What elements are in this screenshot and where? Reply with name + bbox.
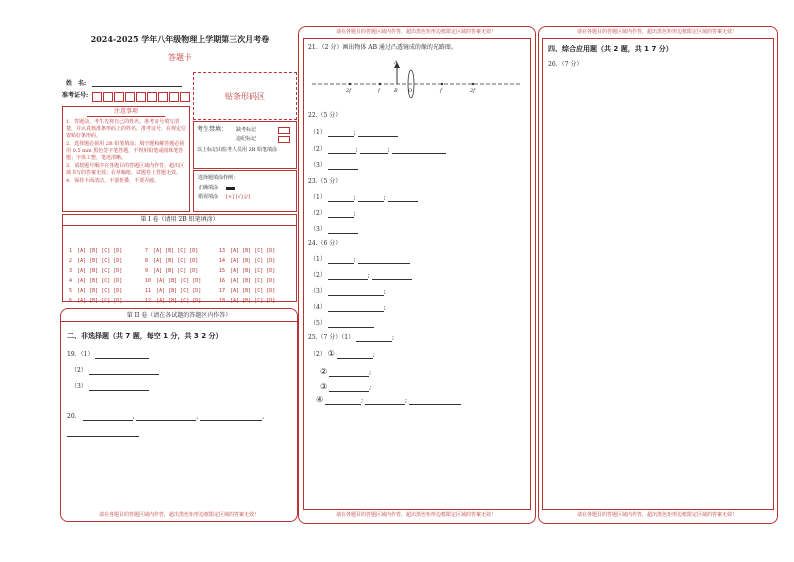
- col3-footer-note: 请在各题目的答题区域内作答，超出黑色矩形边框限定区域的答案无效！: [576, 512, 737, 518]
- q19-label: 19．（1）: [67, 351, 94, 358]
- q25-label: 25.（7 分）（1）: [308, 334, 355, 341]
- focus-dot: [472, 83, 474, 85]
- col2-header-note: 请在各题目的答题区域内作答，超出黑色矩形边框限定区域的答案无效！: [335, 29, 496, 35]
- q23-1-label: （1）: [310, 194, 326, 201]
- q23-2-label: （2）: [310, 210, 326, 217]
- wrong-fill-marks: [×] [√] [/]: [226, 194, 250, 200]
- notice-item: 3．请按题号顺序在各题目的答题区域内作答，超出区域书写的答案无效；在草稿纸、试题卷上答题无效。: [66, 163, 185, 176]
- q22-2-blank-a[interactable]: [328, 146, 356, 154]
- circled-2: ②: [320, 367, 328, 376]
- q23-label: 23.（5 分）: [308, 178, 342, 185]
- choice-options[interactable]: [A] [B] [C] [D]: [153, 258, 199, 264]
- q22-1-blank-b[interactable]: [358, 129, 398, 137]
- q24-1-label: （1）: [310, 256, 326, 263]
- q-number: 5: [69, 288, 73, 294]
- q20-blank-2[interactable]: [136, 413, 196, 421]
- absent-note: 以上标记由监考人员用 2B 铅笔填涂: [197, 147, 278, 153]
- absent-box: [193, 121, 297, 169]
- q22-label: 22.（5 分）: [308, 112, 342, 119]
- q22-3-blank[interactable]: [328, 162, 358, 170]
- q25-c1-blank[interactable]: [337, 351, 373, 359]
- violate-mark-box[interactable]: [278, 136, 290, 143]
- q-number: 15: [219, 268, 226, 274]
- q24-5-blank[interactable]: [328, 320, 374, 328]
- q21-text: 21．（2 分）画出物体 AB 通过凸透镜成的像的光路图。: [308, 44, 457, 51]
- q19-1-blank[interactable]: [95, 351, 149, 359]
- q22-2-blank-b[interactable]: [360, 146, 388, 154]
- choice-options[interactable]: [A] [B] [C] [D]: [230, 268, 276, 274]
- q23-2-blank[interactable]: [328, 210, 354, 218]
- q-number: 14: [219, 258, 226, 264]
- q24-2-label: （2）: [310, 272, 326, 279]
- q25-c2-blank[interactable]: [329, 369, 369, 377]
- q-number: 4: [69, 278, 73, 284]
- axis-label: 2f: [346, 88, 352, 94]
- q26-label: 26．（7 分）: [548, 61, 583, 68]
- q25-2-label: （2）: [310, 351, 326, 358]
- axis-label: f: [440, 88, 442, 94]
- section2-heading: 二、非选择题（共 7 题，每空 1 分，共 3 2 分）: [67, 332, 223, 340]
- choice-options[interactable]: [A] [B] [C] [D]: [77, 248, 123, 254]
- section4-heading: 四、综合应用题（共 2 题，共 1 7 分）: [548, 45, 673, 53]
- q23-3-blank[interactable]: [328, 226, 358, 234]
- correct-fill-label: 正确填涂: [198, 185, 219, 191]
- col3-header-note: 请在各题目的答题区域内作答，超出黑色矩形边框限定区域的答案无效！: [576, 29, 737, 35]
- q-number: 13: [219, 248, 226, 254]
- q-number: 17: [219, 288, 226, 294]
- absent-label: 考生禁填：: [197, 126, 228, 133]
- q24-4-label: （4）: [310, 304, 326, 311]
- q-number: 9: [145, 268, 149, 274]
- exam-id-boxes[interactable]: [92, 92, 191, 102]
- barcode-area: [193, 72, 297, 120]
- name-label: 姓 名:: [66, 80, 87, 87]
- lens-diagram: [308, 56, 526, 98]
- axis-label: f: [378, 88, 380, 94]
- focus-dot: [379, 83, 381, 85]
- q22-2-blank-c[interactable]: [392, 146, 446, 154]
- focus-dot: [441, 83, 443, 85]
- choice-options[interactable]: [A] [B] [C] [D]: [156, 298, 202, 304]
- q-number: 10: [145, 278, 152, 284]
- q-number: 2: [69, 258, 73, 264]
- q-number: 11: [145, 288, 152, 294]
- answer-sheet-subtitle: 答题卡: [168, 53, 192, 62]
- q23-3-label: （3）: [310, 226, 326, 233]
- q-number: 6: [69, 298, 73, 304]
- q26-answer-area[interactable]: [546, 72, 768, 504]
- q24-3-blank[interactable]: [328, 288, 384, 296]
- choice-options[interactable]: [A] [B] [C] [D]: [156, 288, 202, 294]
- exam-title: 2024-2025 学年八年级物理上学期第三次月考卷: [90, 34, 270, 44]
- absent-mark-box[interactable]: [278, 127, 290, 134]
- q25-c4-blank-a[interactable]: [325, 397, 361, 405]
- q25-1-blank[interactable]: [356, 334, 392, 342]
- q24-5-label: （5）: [310, 320, 326, 327]
- q19-3-blank[interactable]: [89, 383, 149, 391]
- section2-box: 第 II 卷（请在各试题的答题区内作答） 二、非选择题（共 7 题，每空 1 分，共 3 2 分） 19．（1） （2） （3） 20． , , ,: [60, 308, 298, 522]
- q24-2-blank-b[interactable]: [372, 272, 412, 280]
- col1-footer-note: 请在各题目的答题区域内作答，超出黑色矩形边框限定区域的答案无效！: [98, 512, 259, 518]
- q19-2-blank[interactable]: [89, 367, 159, 375]
- axis-label: 2f: [470, 88, 476, 94]
- choice-options[interactable]: [A] [B] [C] [D]: [77, 298, 123, 304]
- circled-3: ③: [320, 382, 328, 391]
- choice-options[interactable]: [A] [B] [C] [D]: [77, 268, 123, 274]
- q-number: 7: [145, 248, 149, 254]
- q22-3-label: （3）: [310, 162, 326, 169]
- exam-id-label: 准考证号:: [62, 92, 89, 99]
- q24-2-blank-a[interactable]: [328, 272, 368, 280]
- q23-1-blank-c[interactable]: [388, 194, 418, 202]
- choice-grid: [69, 237, 291, 304]
- name-field[interactable]: [92, 86, 182, 87]
- correct-fill-mark: [226, 187, 235, 190]
- notice-title: 注意事项: [87, 107, 165, 117]
- section1-title: 第 I 卷（请用 2B 铅笔填涂）: [63, 215, 296, 226]
- axis-label: B: [394, 88, 398, 94]
- q-number: 12: [145, 298, 152, 304]
- point-a-label: A: [394, 60, 398, 66]
- q23-1-blank-a[interactable]: [328, 194, 354, 202]
- q25-c3-blank[interactable]: [329, 384, 369, 392]
- q20-blank-4[interactable]: [67, 429, 139, 437]
- section2-title: 第 II 卷（请在各试题的答题区内作答）: [61, 311, 297, 322]
- section1-box: [62, 214, 297, 302]
- notice-box: [62, 106, 190, 212]
- choice-options[interactable]: [A] [B] [C] [D]: [230, 298, 276, 304]
- axis-label: O: [408, 88, 413, 94]
- q24-4-blank[interactable]: [328, 304, 384, 312]
- q20-label: 20．: [67, 413, 81, 420]
- q20-blank-1[interactable]: [83, 413, 133, 421]
- q22-2-label: （2）: [310, 146, 326, 153]
- q24-1-blank-b[interactable]: [358, 256, 410, 264]
- absent-mark-label: 缺考标记: [236, 127, 257, 133]
- choice-options[interactable]: [A] [B] [C] [D]: [77, 278, 123, 284]
- q-number: 18: [219, 298, 226, 304]
- q22-1-label: （1）: [310, 129, 326, 136]
- choice-options[interactable]: [A] [B] [C] [D]: [230, 258, 276, 264]
- q24-1-blank-a[interactable]: [328, 256, 354, 264]
- q-number: 3: [69, 268, 73, 274]
- q24-label: 24.（6 分）: [308, 240, 342, 247]
- circled-1: ①: [327, 349, 335, 358]
- notice-item: 2．选择题必须用 2B 铅笔填涂；填空题和解答题必须用 0.5 mm 黑色签字笔答题，不得用铅笔或圆珠笔答题；字体工整、笔迹清晰。: [66, 141, 185, 161]
- q25-c4-blank-c[interactable]: [409, 397, 461, 405]
- q24-3-label: （3）: [310, 288, 326, 295]
- notice-item: 1．答题前，考生先将自己的姓名、准考证号填写清楚，并认真核准条形码上的姓名、准考证号，在规定位置贴好条形码。: [66, 119, 187, 139]
- choice-options[interactable]: [A] [B] [C] [D]: [77, 288, 123, 294]
- q23-1-blank-b[interactable]: [358, 194, 384, 202]
- choice-options[interactable]: [A] [B] [C] [D]: [77, 258, 123, 264]
- q-number: 1: [69, 248, 73, 254]
- notice-item: 4．保持卡面清洁，不要折叠、不要弄破。: [66, 178, 160, 184]
- q20-blank-3[interactable]: [200, 413, 262, 421]
- choice-options[interactable]: [A] [B] [C] [D]: [230, 248, 276, 254]
- wrong-fill-label: 错误填涂: [198, 194, 219, 200]
- q-number: 8: [145, 258, 149, 264]
- circled-4: ④: [316, 395, 324, 404]
- choice-options[interactable]: [A] [B] [C] [D]: [230, 278, 276, 284]
- q22-1-blank-a[interactable]: [328, 129, 354, 137]
- choice-options[interactable]: [A] [B] [C] [D]: [153, 248, 199, 254]
- violate-mark-label: 违纪标记: [236, 136, 257, 142]
- barcode-label: 贴条形码区: [225, 92, 265, 101]
- q25-c4-blank-b[interactable]: [365, 397, 405, 405]
- q-number: 16: [219, 278, 226, 284]
- focus-dot: [349, 83, 351, 85]
- q19-3-label: （3）: [71, 383, 87, 390]
- choice-options[interactable]: [A] [B] [C] [D]: [230, 288, 276, 294]
- choice-options[interactable]: [A] [B] [C] [D]: [156, 278, 202, 284]
- col2-footer-note: 请在各题目的答题区域内作答，超出黑色矩形边框限定区域的答案无效！: [335, 512, 496, 518]
- fill-example-title: 选择题填涂样例：: [198, 175, 239, 181]
- q19-2-label: （2）: [71, 367, 87, 374]
- choice-options[interactable]: [A] [B] [C] [D]: [153, 268, 199, 274]
- fill-example-box: [193, 170, 297, 212]
